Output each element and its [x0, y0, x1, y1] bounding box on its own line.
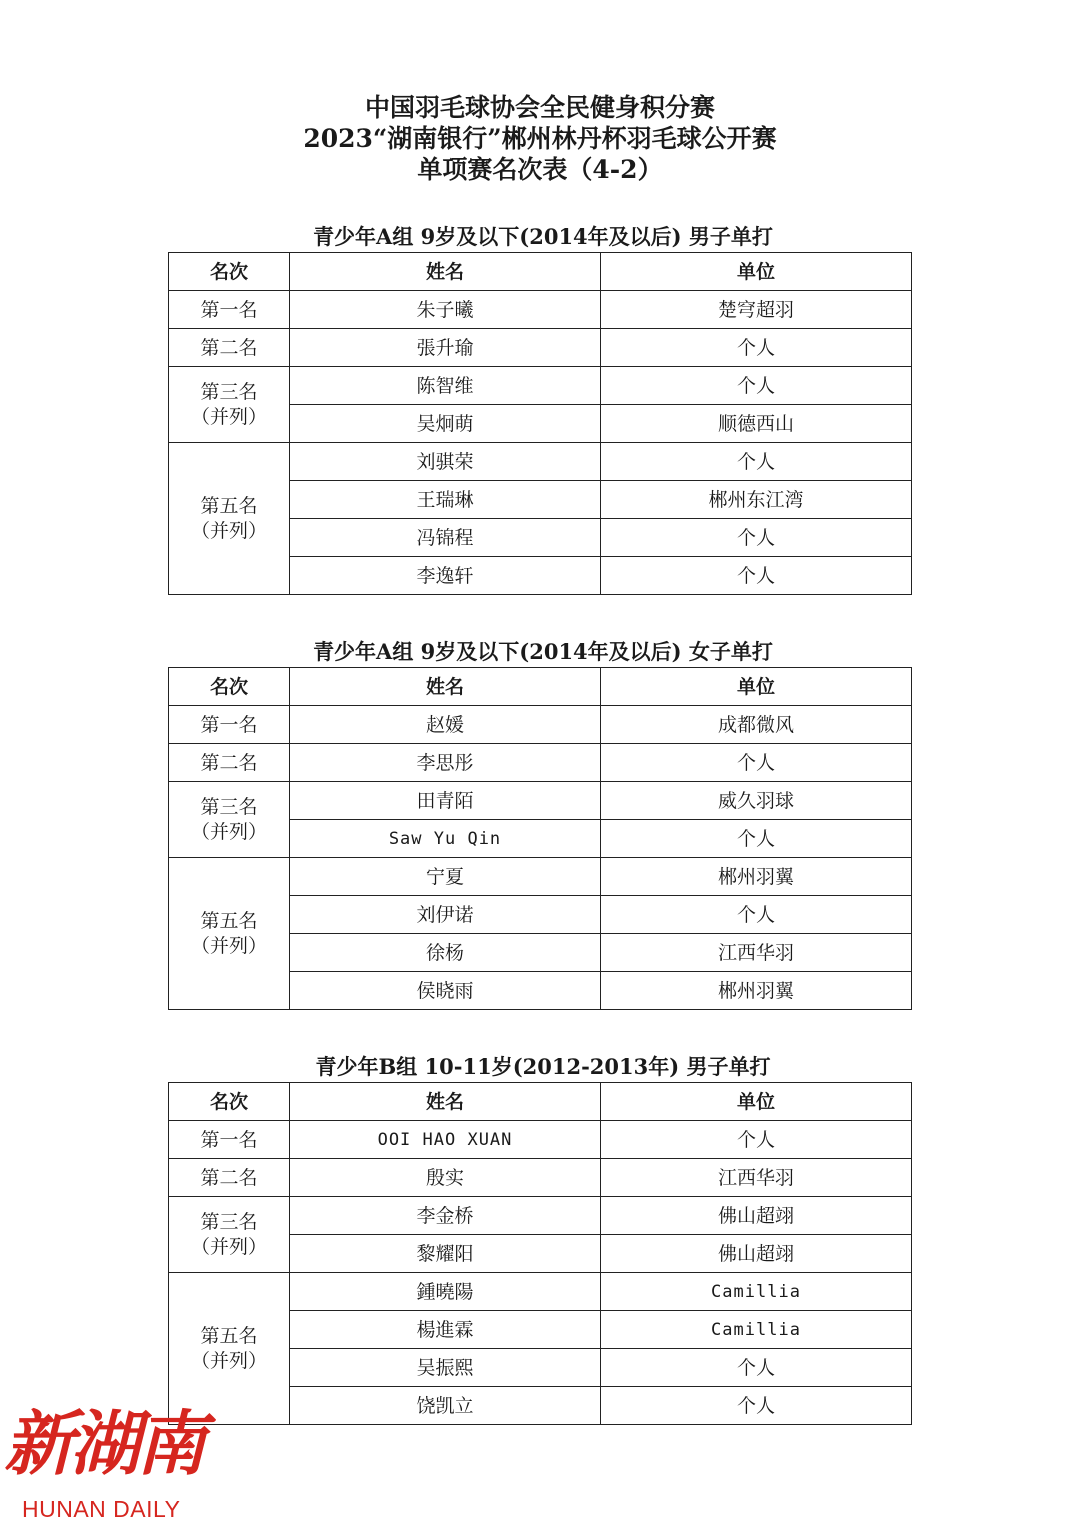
column-header-name: 姓名 [290, 668, 601, 706]
hunan-daily-logo [0, 1400, 230, 1527]
player-unit: 郴州羽翼 [601, 858, 912, 896]
table-row [169, 744, 912, 782]
player-unit: Camillia [601, 1311, 912, 1349]
rank-label: 第五名 [200, 1324, 258, 1347]
rank-cell [169, 443, 290, 595]
player-unit: 顺德西山 [601, 405, 912, 443]
player-unit: 威久羽球 [601, 782, 912, 820]
rank-label: 第五名 [200, 494, 258, 517]
table-row [169, 1159, 912, 1197]
player-unit: 个人 [601, 744, 912, 782]
player-unit: 个人 [601, 1349, 912, 1387]
column-header-rank: 名次 [169, 668, 290, 706]
player-name: 李思彤 [290, 744, 601, 782]
column-header-unit: 单位 [601, 253, 912, 291]
player-name: 鍾曉陽 [290, 1273, 601, 1311]
player-unit: 个人 [601, 1387, 912, 1425]
player-unit: 个人 [601, 329, 912, 367]
player-name: 張升瑜 [290, 329, 601, 367]
header-title-line2: 2023“湖南银行”郴州林丹杯羽毛球公开赛 [303, 124, 777, 153]
table-row [169, 329, 912, 367]
player-unit: 个人 [601, 820, 912, 858]
table-row [169, 367, 912, 405]
column-header-name: 姓名 [290, 253, 601, 291]
player-name: 田青陌 [290, 782, 601, 820]
player-name: 楊進霖 [290, 1311, 601, 1349]
rank-cell: 第二名 [169, 1159, 290, 1197]
table-header-row [169, 1083, 912, 1121]
player-unit: 个人 [601, 896, 912, 934]
player-name: 宁夏 [290, 858, 601, 896]
table-header-row [169, 253, 912, 291]
player-name: 王瑞琳 [290, 481, 601, 519]
player-unit: 个人 [601, 1121, 912, 1159]
player-unit: 个人 [601, 443, 912, 481]
logo-wordmark-cn: 新湖南 [4, 1402, 202, 1485]
column-header-rank: 名次 [169, 1083, 290, 1121]
header-title-line3: 单项赛名次表（4-2） [417, 155, 663, 184]
table-row [169, 782, 912, 820]
player-name: 刘伊诺 [290, 896, 601, 934]
player-name: 吴炯萌 [290, 405, 601, 443]
section-title: 青少年A组 9岁及以下(2014年及以后) 女子单打 [313, 639, 773, 664]
player-unit: 江西华羽 [601, 1159, 912, 1197]
rank-tie-label: （并列） [190, 519, 267, 542]
player-unit: 个人 [601, 557, 912, 595]
ranking-table [168, 667, 912, 1010]
rank-cell: 第二名 [169, 744, 290, 782]
rank-cell [169, 1197, 290, 1273]
player-unit: 江西华羽 [601, 934, 912, 972]
table-row [169, 706, 912, 744]
player-unit: 郴州羽翼 [601, 972, 912, 1010]
ranking-section-a-boys [168, 222, 911, 595]
player-name: 刘骐荣 [290, 443, 601, 481]
rank-cell: 第一名 [169, 291, 290, 329]
player-name: Saw Yu Qin [290, 820, 601, 858]
rank-label: 第三名 [200, 380, 258, 403]
player-unit: 佛山超翊 [601, 1197, 912, 1235]
rank-label: 第三名 [200, 1210, 258, 1233]
rank-cell: 第二名 [169, 329, 290, 367]
table-row [169, 1197, 912, 1235]
rank-tie-label: （并列） [190, 405, 267, 428]
table-row [169, 1273, 912, 1311]
column-header-unit: 单位 [601, 668, 912, 706]
rank-tie-label: （并列） [190, 934, 267, 957]
column-header-rank: 名次 [169, 253, 290, 291]
player-name: 李金桥 [290, 1197, 601, 1235]
rank-cell [169, 858, 290, 1010]
rank-tie-label: （并列） [190, 1235, 267, 1258]
section-title: 青少年B组 10-11岁(2012-2013年) 男子单打 [315, 1054, 771, 1079]
player-unit: Camillia [601, 1273, 912, 1311]
rank-label: 第五名 [200, 909, 258, 932]
player-unit: 楚穹超羽 [601, 291, 912, 329]
player-name: OOI HAO XUAN [290, 1121, 601, 1159]
table-row [169, 443, 912, 481]
rank-cell [169, 367, 290, 443]
section-title: 青少年A组 9岁及以下(2014年及以后) 男子单打 [313, 224, 773, 249]
rank-cell [169, 782, 290, 858]
rank-label: 第三名 [200, 795, 258, 818]
player-name: 黎耀阳 [290, 1235, 601, 1273]
player-name: 吴振熙 [290, 1349, 601, 1387]
rank-tie-label: （并列） [190, 1349, 267, 1372]
document-header [0, 92, 1080, 185]
ranking-table [168, 252, 912, 595]
ranking-table [168, 1082, 912, 1425]
player-name: 侯晓雨 [290, 972, 601, 1010]
ranking-section-a-girls [168, 637, 911, 1010]
table-row [169, 1121, 912, 1159]
rank-cell: 第一名 [169, 1121, 290, 1159]
player-name: 殷实 [290, 1159, 601, 1197]
player-unit: 个人 [601, 519, 912, 557]
column-header-unit: 单位 [601, 1083, 912, 1121]
player-name: 李逸轩 [290, 557, 601, 595]
column-header-name: 姓名 [290, 1083, 601, 1121]
table-row [169, 858, 912, 896]
rank-cell: 第一名 [169, 706, 290, 744]
player-unit: 佛山超翊 [601, 1235, 912, 1273]
player-name: 赵媛 [290, 706, 601, 744]
logo-wordmark-en: HUNAN DAILY [22, 1496, 181, 1522]
player-name: 陈智维 [290, 367, 601, 405]
header-title-line1: 中国羽毛球协会全民健身积分赛 [364, 93, 715, 122]
rank-tie-label: （并列） [190, 820, 267, 843]
player-name: 朱子曦 [290, 291, 601, 329]
table-header-row [169, 668, 912, 706]
player-name: 徐杨 [290, 934, 601, 972]
player-unit: 成都微风 [601, 706, 912, 744]
ranking-section-b-boys [168, 1052, 911, 1425]
player-unit: 个人 [601, 367, 912, 405]
table-row [169, 291, 912, 329]
player-unit: 郴州东江湾 [601, 481, 912, 519]
player-name: 冯锦程 [290, 519, 601, 557]
player-name: 饶凯立 [290, 1387, 601, 1425]
